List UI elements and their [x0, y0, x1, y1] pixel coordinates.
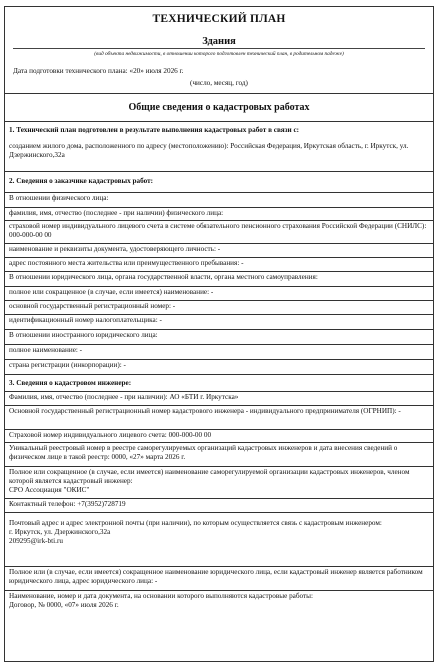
section-title: Общие сведения о кадастровых работах — [5, 93, 433, 121]
document-page — [4, 6, 434, 662]
section-2-title: 2. Сведения о заказчике кадастровых работ: — [5, 171, 433, 192]
preparation-date: Дата подготовки технического плана: «20» июля 2026 г. — [13, 67, 184, 75]
engineer-row: Фамилия, имя, отчество (последнее - при наличии): АО «БТИ г. Иркутска» — [5, 391, 433, 405]
engineer-row: Уникальный реестровый номер в реестре саморегулируемых организаций кадастровых инженеров и дата внесения сведений о физическом лице в такой реестр: 0000, «27» марта 2026 г. — [5, 442, 433, 466]
basis-label: Наименование, номер и дата документа, на основании которого выполняются кадастровые работы: — [9, 592, 313, 600]
section-1-title: 1. Технический план подготовлен в результате выполнения кадастровых работ в связи с: — [9, 126, 300, 134]
object-type: Здания — [13, 36, 425, 49]
email-address: 209295@irk-bti.ru — [9, 537, 63, 545]
object-type-note: (вид объекта недвижимости, в отношении которого подготовлен технический план, в родительном падеже) — [94, 51, 344, 57]
section-3-title: 3. Сведения о кадастровом инженере: — [5, 374, 433, 391]
customer-row: основной государственный регистрационный номер: - — [5, 300, 433, 314]
customer-row: страна регистрации (инкорпорации): - — [5, 359, 433, 374]
engineer-row — [5, 590, 433, 614]
postal-label: Почтовый адрес и адрес электронной почты (при наличии), по которым осуществляется связь с кадастровым инженером: — [9, 519, 382, 527]
document-header — [5, 7, 433, 93]
engineer-row: Основной государственный регистрационный номер кадастрового инженера - индивидуального предпринимателя (ОГРНИП): - — [5, 405, 433, 429]
customer-row: идентификационный номер налогоплательщика: - — [5, 314, 433, 329]
customer-row: полное или сокращенное (в случае, если имеется) наименование: - — [5, 286, 433, 300]
sro-label: Полное или сокращенное (в случае, если имеется) наименование саморегулируемой организации кадастровых инженеров, членом которой является кадастровый инженер: — [9, 468, 410, 485]
basis-contract: Договор, № 0000, «07» июля 2026 г. — [9, 601, 119, 609]
customer-row: адрес постоянного места жительства или преимущественного пребывания: - — [5, 257, 433, 271]
customer-row: В отношении иностранного юридического лица: — [5, 329, 433, 344]
date-note: (число, месяц, год) — [190, 79, 248, 87]
customer-row: фамилия, имя, отчество (последнее - при наличии) физического лица: — [5, 207, 433, 220]
section-1 — [5, 121, 433, 171]
engineer-row: Контактный телефон: +7(3952)728719 — [5, 498, 433, 512]
customer-row: В отношении юридического лица, органа государственной власти, органа местного самоуправления: — [5, 271, 433, 286]
sro-name: СРО Ассоциация "ОКИС" — [9, 486, 90, 494]
customer-row: В отношении физического лица: — [5, 192, 433, 207]
engineer-row — [5, 466, 433, 498]
customer-row: страховой номер индивидуального лицевого счета в системе обязательного пенсионного страхования Российской Федерации (СНИЛС): 000-000-00 00 — [5, 220, 433, 243]
postal-address: г. Иркутск, ул. Дзержинского,32а — [9, 528, 111, 536]
engineer-row: Полное или (в случае, если имеется) сокращенное наименование юридического лица, если кадастровый инженер является работником юридического лица, адрес юридического лица: - — [5, 566, 433, 590]
engineer-row: Страховой номер индивидуального лицевого счета: 000-000-00 00 — [5, 429, 433, 442]
customer-row: наименование и реквизиты документа, удостоверяющего личность: - — [5, 243, 433, 257]
document-title: ТЕХНИЧЕСКИЙ ПЛАН — [152, 13, 286, 25]
engineer-row — [5, 512, 433, 566]
customer-row: полное наименование: - — [5, 344, 433, 359]
section-1-text: созданием жилого дома, расположенного по адресу (местоположению): Российская Федерация, Иркутская область, г. Иркутск, ул. Дзержинского,32а — [9, 142, 409, 159]
